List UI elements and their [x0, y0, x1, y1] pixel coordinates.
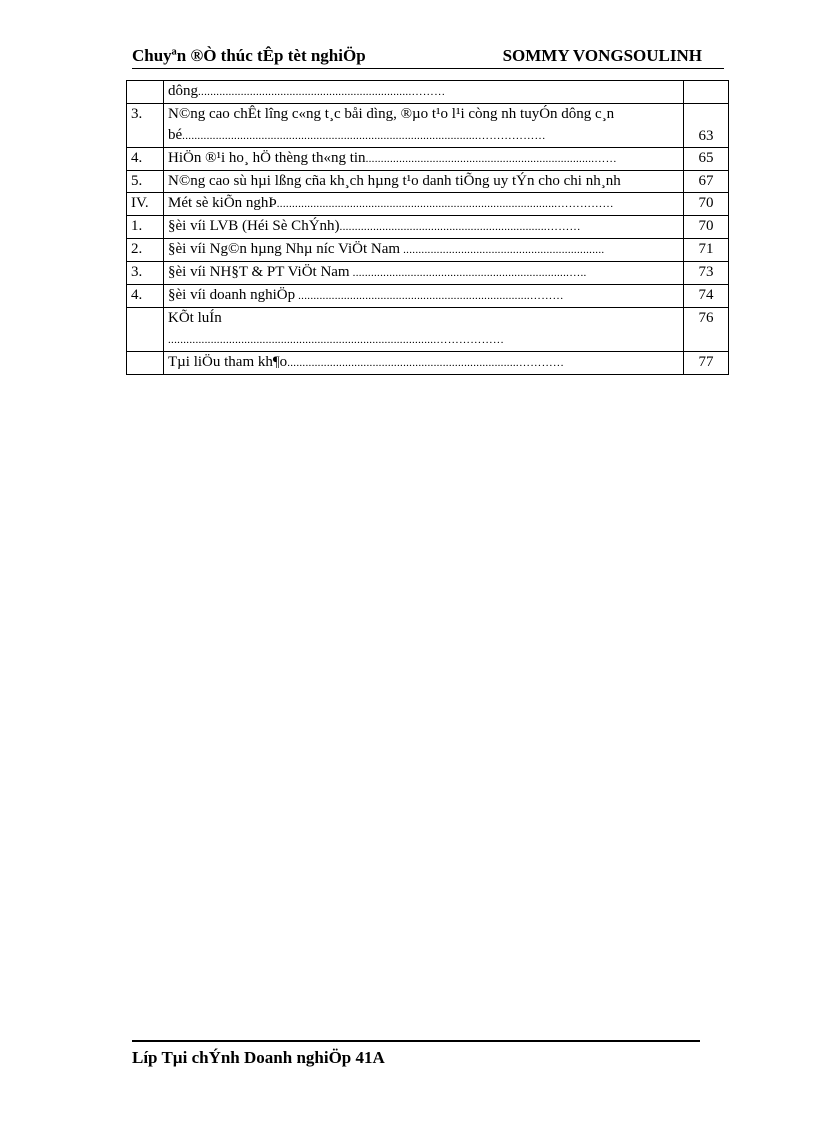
page-header: [132, 44, 724, 69]
row-number: 4.: [127, 285, 164, 308]
table-row: [127, 171, 729, 193]
row-page: [684, 81, 729, 104]
leader-dots: ...........................................................................……: [365, 153, 617, 165]
row-number: 2.: [127, 239, 164, 262]
row-page: 65: [684, 148, 729, 171]
row-page: 70: [684, 193, 729, 216]
row-page: 71: [684, 239, 729, 262]
row-number: IV.: [127, 193, 164, 216]
row-number: [127, 352, 164, 375]
row-title: N©ng cao chÊt lîng c«ng t¸c båi dìng, ®µo t¹o l¹i còng nh tuyÓn dông c¸n bé: [168, 106, 615, 143]
row-title: N©ng cao sù hµi lßng cña kh¸ch hµng t¹o danh tiÕng uy tÝn cho chi nh¸nh: [168, 173, 621, 189]
row-title: §èi víi doanh nghiÖp: [168, 287, 296, 303]
table-row: [127, 148, 729, 171]
row-page: 77: [684, 352, 729, 375]
row-title-cell: [164, 81, 684, 104]
row-number: [127, 308, 164, 352]
leader-dots: ..................................................................: [400, 244, 605, 256]
row-title: Mét sè kiÕn nghÞ: [168, 195, 277, 211]
leader-dots: ............................................................................…………: [287, 357, 565, 369]
row-title: dông: [168, 83, 198, 99]
header-author: SOMMY VONGSOULINH: [502, 46, 702, 65]
row-title: §èi víi LVB (Héi Sè ChÝnh): [168, 218, 340, 234]
leader-dots: ....................................................................………: [339, 221, 581, 233]
row-number: 5.: [127, 171, 164, 193]
row-title-cell: [164, 193, 684, 216]
row-page: 70: [684, 216, 729, 239]
leader-dots: ........................................................................................………………: [168, 334, 505, 346]
row-page: 76: [684, 308, 729, 352]
row-page: 63: [684, 104, 729, 148]
table-row: [127, 262, 729, 285]
row-page: 67: [684, 171, 729, 193]
leader-dots: .......................................................................…..: [349, 267, 587, 279]
row-number: 3.: [127, 262, 164, 285]
table-of-contents: [126, 80, 729, 375]
table-row: [127, 308, 729, 352]
table-row: [127, 104, 729, 148]
row-page: 73: [684, 262, 729, 285]
table-row: [127, 352, 729, 375]
row-title-cell: [164, 104, 684, 148]
row-title-cell: [164, 285, 684, 308]
footer-class-name: Líp Tµi chÝnh Doanh nghiÖp 41A: [132, 1048, 385, 1067]
row-number: 4.: [127, 148, 164, 171]
row-title-cell: [164, 239, 684, 262]
row-title: Tµi liÖu tham kh¶o: [168, 354, 288, 370]
table-row: [127, 239, 729, 262]
row-title-cell: [164, 262, 684, 285]
row-title-cell: [164, 148, 684, 171]
table-row: [127, 193, 729, 216]
table-row: [127, 285, 729, 308]
table-row: [127, 81, 729, 104]
row-number: 1.: [127, 216, 164, 239]
row-title: KÕt luÍn: [168, 310, 222, 326]
row-title: HiÖn ®¹i ho¸ hÖ thèng th«ng tin: [168, 150, 366, 166]
leader-dots: ......................................................................………: [198, 86, 446, 98]
row-page: 74: [684, 285, 729, 308]
row-title-cell: [164, 216, 684, 239]
row-title: §èi víi Ng©n hµng Nhµ níc ViÖt Nam: [168, 241, 401, 257]
leader-dots: .................................................................................................………………: [182, 130, 546, 142]
row-title-cell: [164, 352, 684, 375]
leader-dots: ............................................................................................……………: [276, 198, 614, 210]
row-title-cell: [164, 171, 684, 193]
row-title: §èi víi NH§T & PT ViÖt Nam: [168, 264, 350, 280]
table-row: [127, 216, 729, 239]
row-number: [127, 81, 164, 104]
header-title: Chuyªn ®Ò thúc tÊp tèt nghiÖp: [132, 46, 366, 65]
row-title-cell: [164, 308, 684, 352]
row-number: 3.: [127, 104, 164, 148]
page-footer: [132, 1040, 700, 1067]
leader-dots: ............................................................................………: [295, 290, 564, 302]
